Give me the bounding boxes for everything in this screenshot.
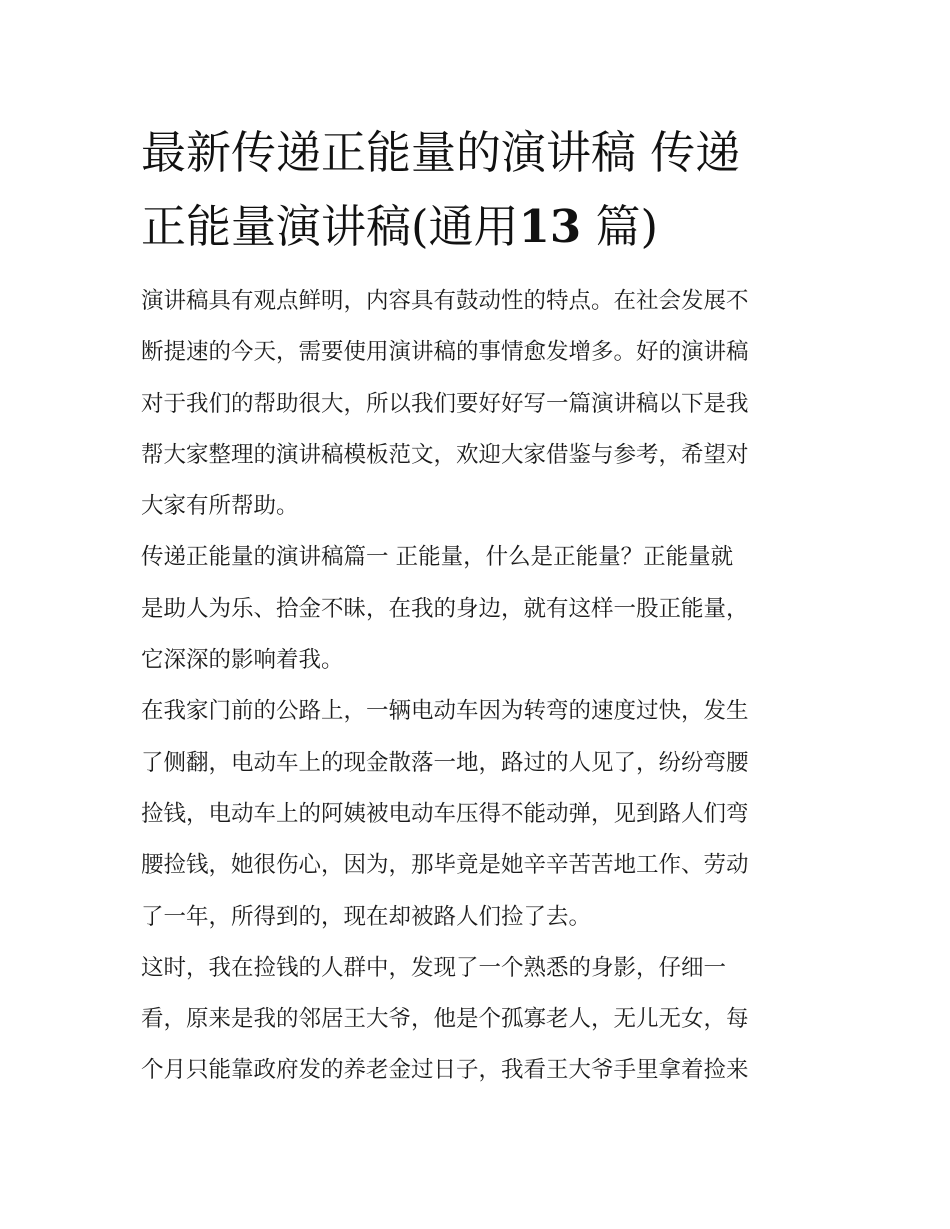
body-line: 看，原来是我的邻居王大爷，他是个孤寡老人，无儿无女，每 — [141, 1006, 749, 1033]
body-line: 演讲稿具有观点鲜明，内容具有鼓动性的特点。在社会发展不 — [141, 288, 749, 314]
title-count: 13 — [518, 200, 582, 253]
body-line: 了一年，所得到的，现在却被路人们捡了去。 — [141, 903, 592, 930]
document-body — [141, 276, 831, 1097]
body-line: 帮大家整理的演讲稿模板范文，欢迎大家借鉴与参考，希望对 — [141, 441, 749, 468]
body-line: 在我家门前的公路上，一辆电动车因为转弯的速度过快，发生 — [141, 698, 749, 725]
body-line: 对于我们的帮助很大，所以我们要好好写一篇演讲稿以下是我 — [141, 390, 749, 417]
document-title — [141, 116, 821, 264]
body-line: 腰捡钱，她很伤心，因为，那毕竟是她辛辛苦苦地工作、劳动 — [141, 852, 749, 879]
title-line-2-suffix: 篇) — [595, 200, 659, 253]
body-line: 个月只能靠政府发的养老金过日子，我看王大爷手里拿着捡来 — [141, 1057, 749, 1084]
body-line: 传递正能量的演讲稿篇一 正能量，什么是正能量？正能量就 — [141, 544, 734, 571]
title-line-2-text: 正能量演讲稿(通用 — [141, 200, 519, 253]
title-line-1: 最新传递正能量的演讲稿 传递 — [141, 126, 741, 179]
body-line: 了侧翻，电动车上的现金散落一地，路过的人见了，纷纷弯腰 — [141, 749, 749, 776]
body-line: 断提速的今天，需要使用演讲稿的事情愈发增多。好的演讲稿 — [141, 339, 749, 366]
body-line: 这时，我在捡钱的人群中，发现了一个熟悉的身影，仔细一 — [141, 954, 727, 981]
body-line: 大家有所帮助。 — [141, 493, 299, 520]
body-line: 捡钱，电动车上的阿姨被电动车压得不能动弹，见到路人们弯 — [141, 800, 749, 827]
body-line: 是助人为乐、拾金不昧，在我的身边，就有这样一股正能量， — [141, 595, 749, 622]
title-line-2 — [141, 190, 821, 264]
body-line: 它深深的影响着我。 — [141, 647, 344, 674]
